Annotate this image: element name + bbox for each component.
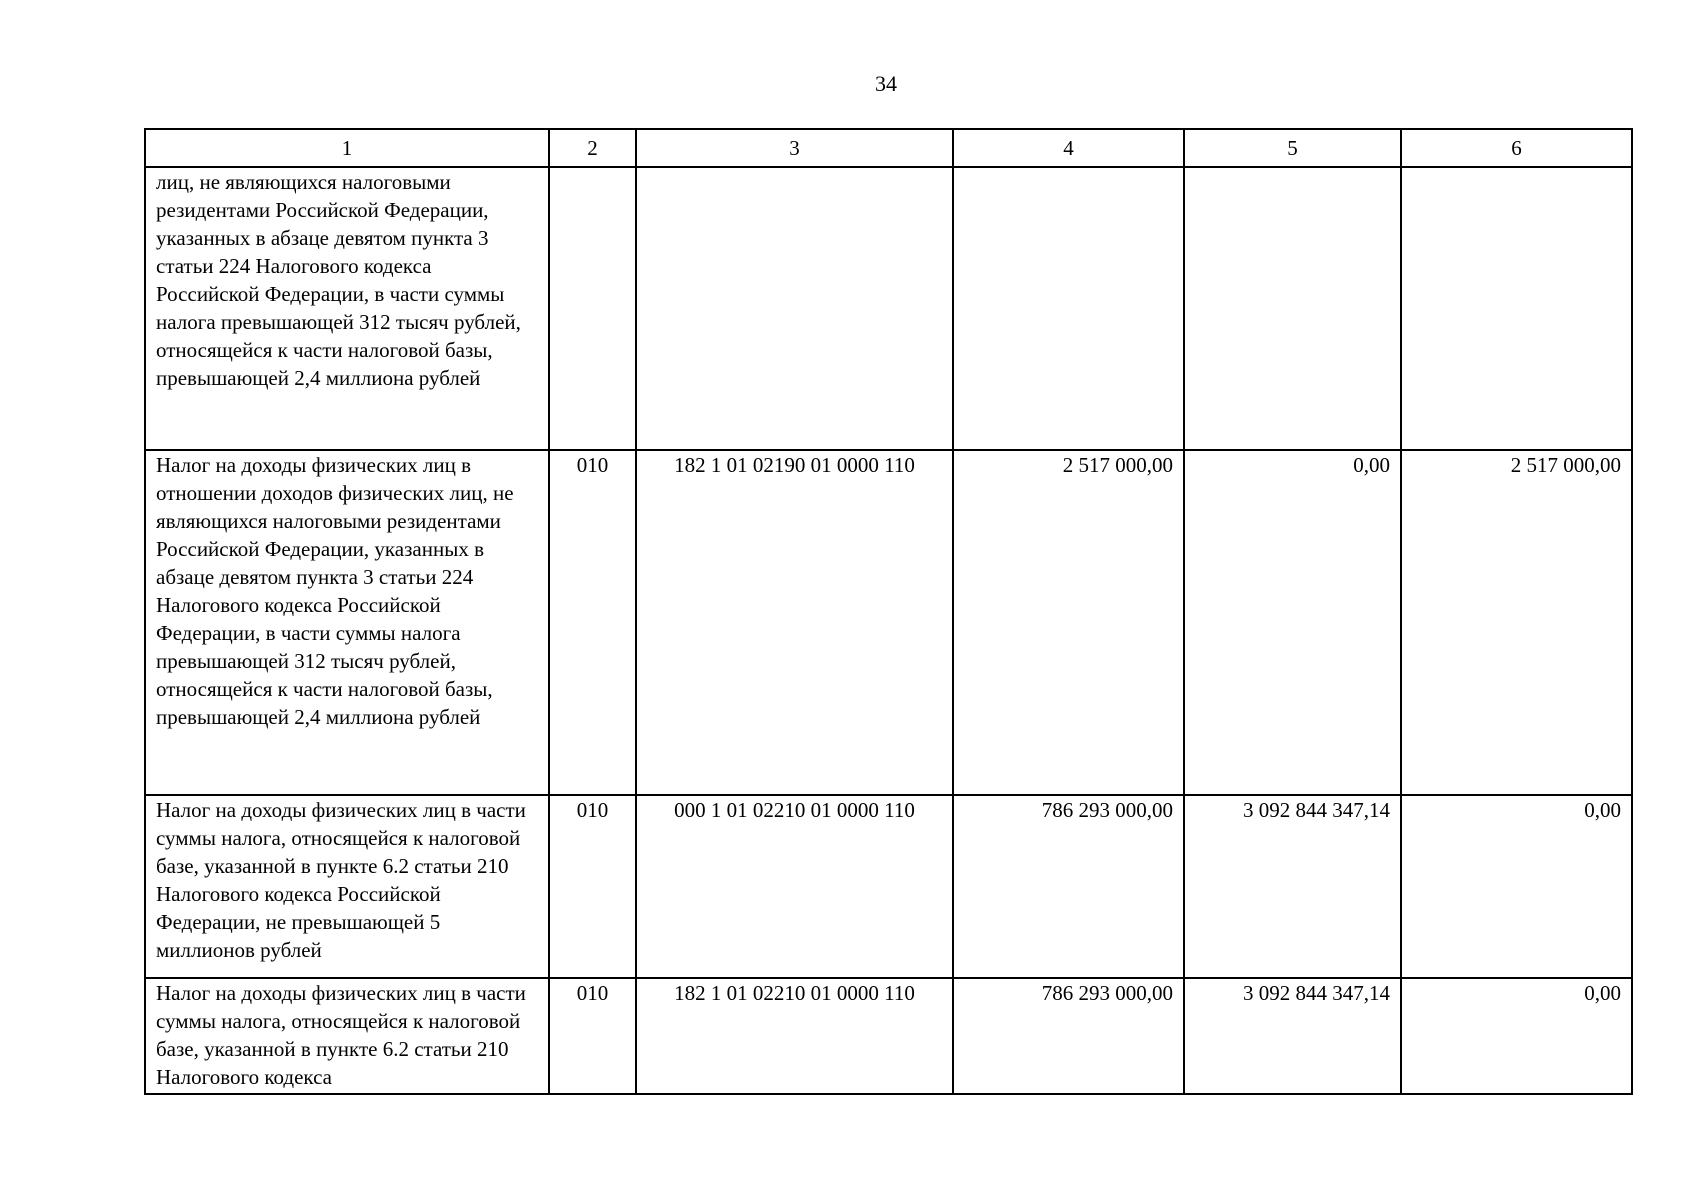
- row-approved-cell: 2 517 000,00: [953, 450, 1184, 795]
- row-unexecuted-cell: 0,00: [1401, 978, 1632, 1094]
- row-executed-cell: 3 092 844 347,14: [1184, 978, 1401, 1094]
- row-approved-cell: 786 293 000,00: [953, 795, 1184, 978]
- row-line-code-cell: 010: [549, 795, 636, 978]
- table-row: [145, 978, 1632, 1094]
- row-budget-code-cell: 182 1 01 02210 01 0000 110: [636, 978, 953, 1094]
- header-row: [145, 129, 1632, 167]
- row-name-cell: Налог на доходы физических лиц в отношении доходов физических лиц, не являющихся налоговыми резидентами Российской Федерации, указанных в абзаце девятом пункта 3 статьи 224 Налогового кодекса Российской Федерации, в части суммы налога превышающей 312 тысяч рублей, относящейся к части налоговой базы, превышающей 2,4 миллиона рублей: [145, 450, 549, 795]
- table-row: [145, 450, 1632, 795]
- column-header: 3: [636, 129, 953, 167]
- row-executed-cell: [1184, 167, 1401, 450]
- row-budget-code-cell: 182 1 01 02190 01 0000 110: [636, 450, 953, 795]
- row-unexecuted-cell: 2 517 000,00: [1401, 450, 1632, 795]
- row-name-cell: Налог на доходы физических лиц в части суммы налога, относящейся к налоговой базе, указанной в пункте 6.2 статьи 210 Налогового кодекса Российской Федерации, не превышающей 5 миллионов рублей: [145, 795, 549, 978]
- page-number: 34: [875, 71, 897, 96]
- column-header: 2: [549, 129, 636, 167]
- row-line-code-cell: [549, 167, 636, 450]
- row-name-cell: лиц, не являющихся налоговыми резидентами Российской Федерации, указанных в абзаце девятом пункта 3 статьи 224 Налогового кодекса Российской Федерации, в части суммы налога превышающей 312 тысяч рублей, относящейся к части налоговой базы, превышающей 2,4 миллиона рублей: [145, 167, 549, 450]
- table-row: [145, 795, 1632, 978]
- row-executed-cell: 3 092 844 347,14: [1184, 795, 1401, 978]
- row-approved-cell: 786 293 000,00: [953, 978, 1184, 1094]
- column-header: 5: [1184, 129, 1401, 167]
- budget-table: [144, 128, 1633, 1095]
- table-row: [145, 167, 1632, 450]
- column-header: 4: [953, 129, 1184, 167]
- row-unexecuted-cell: [1401, 167, 1632, 450]
- row-budget-code-cell: 000 1 01 02210 01 0000 110: [636, 795, 953, 978]
- row-line-code-cell: 010: [549, 978, 636, 1094]
- column-header: 6: [1401, 129, 1632, 167]
- row-name-cell: Налог на доходы физических лиц в части суммы налога, относящейся к налоговой базе, указанной в пункте 6.2 статьи 210 Налогового кодекса: [145, 978, 549, 1094]
- row-budget-code-cell: [636, 167, 953, 450]
- column-header: 1: [145, 129, 549, 167]
- row-executed-cell: 0,00: [1184, 450, 1401, 795]
- row-line-code-cell: 010: [549, 450, 636, 795]
- row-approved-cell: [953, 167, 1184, 450]
- row-unexecuted-cell: 0,00: [1401, 795, 1632, 978]
